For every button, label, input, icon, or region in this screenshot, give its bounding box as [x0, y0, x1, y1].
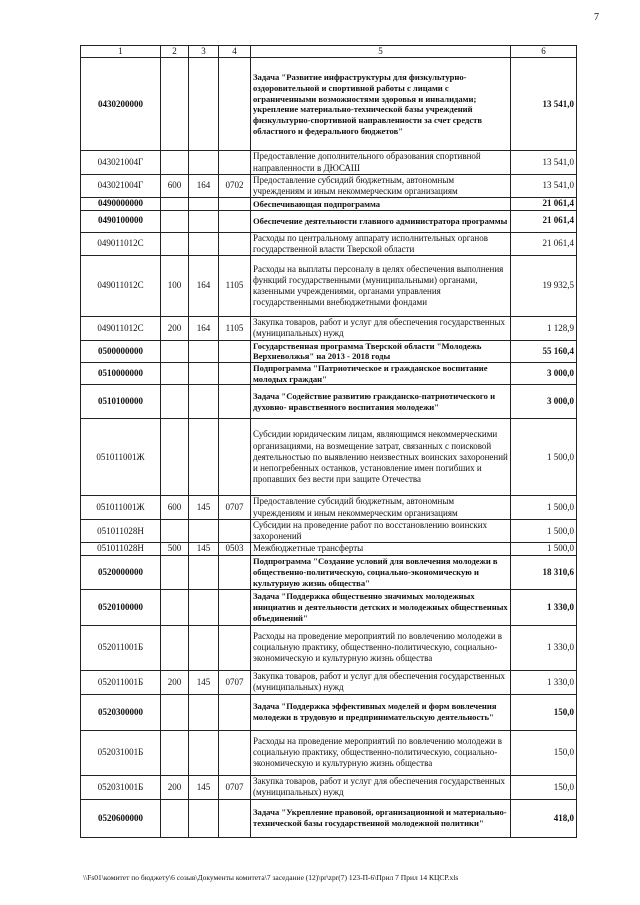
cell-code: 052011001Б [81, 625, 161, 670]
cell-code: 049011012С [81, 317, 161, 341]
cell-col3 [189, 519, 219, 543]
cell-code: 0520600000 [81, 799, 161, 837]
column-header-code: 1 [81, 46, 161, 58]
table-row [81, 362, 577, 384]
cell-col3 [189, 694, 219, 730]
cell-col4 [219, 362, 251, 384]
cell-code: 052031001Б [81, 730, 161, 775]
budget-table [80, 45, 577, 838]
cell-amount: 1 500,0 [511, 419, 577, 496]
cell-code: 0520000000 [81, 555, 161, 589]
table-header-row [81, 46, 577, 58]
cell-code: 0490000000 [81, 198, 161, 210]
table-row [81, 730, 577, 775]
cell-name: Задача "Укрепление правовой, организационной и материально-технической базы государственной молодежной политики" [251, 799, 511, 837]
cell-col4 [219, 198, 251, 210]
cell-col4: 0707 [219, 670, 251, 694]
cell-code: 0510100000 [81, 385, 161, 419]
cell-col4 [219, 151, 251, 175]
table-row [81, 543, 577, 555]
cell-code: 0520100000 [81, 589, 161, 625]
cell-col3 [189, 232, 219, 256]
cell-name: Задача "Поддержка эффективных моделей и форм вовлечения молодежи в трудовую и предпринимательскую деятельность" [251, 694, 511, 730]
cell-amount: 150,0 [511, 730, 577, 775]
table-row [81, 317, 577, 341]
cell-code: 051011028Н [81, 519, 161, 543]
cell-name: Расходы на выплаты персоналу в целях обеспечения выполнения функций государственными (муниципальными) органами, казенными учреждениями, органами управления государственными внебюджетными фондами [251, 256, 511, 317]
cell-name: Подпрограмма "Патриотическое и гражданское воспитание молодых граждан" [251, 362, 511, 384]
cell-amount: 1 330,0 [511, 670, 577, 694]
cell-col2 [161, 340, 189, 362]
cell-name: Обеспечение деятельности главного администратора программы [251, 210, 511, 232]
cell-amount: 1 500,0 [511, 496, 577, 520]
page-number: 7 [594, 12, 599, 23]
cell-col2 [161, 589, 189, 625]
table-row [81, 232, 577, 256]
cell-col4: 1105 [219, 317, 251, 341]
cell-col3 [189, 625, 219, 670]
cell-col2 [161, 232, 189, 256]
cell-code: 0430200000 [81, 58, 161, 151]
cell-col2: 100 [161, 256, 189, 317]
cell-name: Задача "Содействие развитию гражданско-патриотического и духовно- нравственного воспитания молодежи" [251, 385, 511, 419]
cell-name: Задача "Поддержка общественно значимых молодежных инициатив и деятельности детских и молодежных общественных объединений" [251, 589, 511, 625]
cell-amount: 21 061,4 [511, 210, 577, 232]
cell-code: 049011012С [81, 256, 161, 317]
cell-col2 [161, 625, 189, 670]
cell-amount: 21 061,4 [511, 198, 577, 210]
cell-col3 [189, 799, 219, 837]
cell-col3: 164 [189, 317, 219, 341]
cell-code: 0490100000 [81, 210, 161, 232]
table-row [81, 419, 577, 496]
cell-col2: 600 [161, 174, 189, 198]
cell-col4 [219, 58, 251, 151]
cell-col3 [189, 198, 219, 210]
cell-code: 043021004Г [81, 174, 161, 198]
cell-name: Предоставление дополнительного образования спортивной направленности в ДЮСАШ [251, 151, 511, 175]
cell-code: 051011001Ж [81, 419, 161, 496]
cell-amount: 18 310,6 [511, 555, 577, 589]
cell-col2 [161, 419, 189, 496]
cell-amount: 3 000,0 [511, 362, 577, 384]
cell-col2: 600 [161, 496, 189, 520]
table-row [81, 256, 577, 317]
cell-col4 [219, 210, 251, 232]
cell-name: Предоставление субсидий бюджетным, автономным учреждениям и иным некоммерческим организациям [251, 174, 511, 198]
table-row [81, 555, 577, 589]
cell-col3 [189, 210, 219, 232]
cell-col4 [219, 385, 251, 419]
table-row [81, 151, 577, 175]
cell-col2 [161, 151, 189, 175]
cell-col3: 164 [189, 174, 219, 198]
cell-col4 [219, 340, 251, 362]
cell-amount: 418,0 [511, 799, 577, 837]
cell-code: 051011001Ж [81, 496, 161, 520]
table-row [81, 589, 577, 625]
cell-amount: 150,0 [511, 775, 577, 799]
cell-col3 [189, 340, 219, 362]
cell-col3 [189, 419, 219, 496]
cell-amount: 19 932,5 [511, 256, 577, 317]
cell-amount: 13 541,0 [511, 174, 577, 198]
cell-col3: 145 [189, 775, 219, 799]
cell-col2: 200 [161, 317, 189, 341]
cell-name: Закупка товаров, работ и услуг для обеспечения государственных (муниципальных) нужд [251, 775, 511, 799]
cell-col2: 200 [161, 670, 189, 694]
cell-col4: 0702 [219, 174, 251, 198]
cell-col4 [219, 625, 251, 670]
cell-col4 [219, 799, 251, 837]
cell-col4 [219, 419, 251, 496]
cell-name: Субсидии на проведение работ по восстановлению воинских захоронений [251, 519, 511, 543]
cell-name: Субсидии юридическим лицам, являющимся некоммерческими организациями, на возмещение затрат, связанных с поисковой деятельностью по выявлению неизвестных воинских захоронений и непогребенных останков, установление имен погибших и пропавших без вести при защите Отечества [251, 419, 511, 496]
cell-col4: 0707 [219, 775, 251, 799]
table-row [81, 198, 577, 210]
cell-code: 0500000000 [81, 340, 161, 362]
cell-col4: 0707 [219, 496, 251, 520]
cell-col4 [219, 555, 251, 589]
table-row [81, 670, 577, 694]
cell-col4 [219, 232, 251, 256]
cell-code: 052011001Б [81, 670, 161, 694]
table-row [81, 775, 577, 799]
table-row [81, 694, 577, 730]
cell-col4 [219, 589, 251, 625]
cell-code: 052031001Б [81, 775, 161, 799]
footer-file-path: \\Fs01\комитет по бюджету\6 созыв\Документы комитета\7 заседание (12)\pr\zpr(7) 123-П-6\Прил 7 Прил 14 КЦСР.xls [83, 873, 459, 882]
table-row [81, 340, 577, 362]
cell-col2 [161, 210, 189, 232]
cell-col3 [189, 385, 219, 419]
cell-name: Закупка товаров, работ и услуг для обеспечения государственных (муниципальных) нужд [251, 317, 511, 341]
cell-col2 [161, 799, 189, 837]
cell-name: Закупка товаров, работ и услуг для обеспечения государственных (муниципальных) нужд [251, 670, 511, 694]
cell-col2: 500 [161, 543, 189, 555]
cell-col2 [161, 694, 189, 730]
cell-col2 [161, 58, 189, 151]
cell-amount: 1 500,0 [511, 519, 577, 543]
cell-col3: 164 [189, 256, 219, 317]
table-row [81, 625, 577, 670]
cell-col3 [189, 730, 219, 775]
cell-amount: 13 541,0 [511, 58, 577, 151]
cell-code: 0520300000 [81, 694, 161, 730]
cell-amount: 3 000,0 [511, 385, 577, 419]
table-row [81, 58, 577, 151]
cell-code: 0510000000 [81, 362, 161, 384]
cell-col3 [189, 58, 219, 151]
cell-col4: 0503 [219, 543, 251, 555]
cell-name: Предоставление субсидий бюджетным, автономным учреждениям и иным некоммерческим организациям [251, 496, 511, 520]
column-header-amount: 6 [511, 46, 577, 58]
cell-col2 [161, 362, 189, 384]
cell-code: 049011012С [81, 232, 161, 256]
cell-name: Подпрограмма "Создание условий для вовлечения молодежи в общественно-политическую, социально-экономическую и культурную жизнь общества" [251, 555, 511, 589]
cell-amount: 55 160,4 [511, 340, 577, 362]
table-row [81, 799, 577, 837]
cell-col3 [189, 555, 219, 589]
table-row [81, 385, 577, 419]
table-row [81, 174, 577, 198]
table-row [81, 519, 577, 543]
column-header-3: 3 [189, 46, 219, 58]
cell-amount: 1 330,0 [511, 589, 577, 625]
column-header-name: 5 [251, 46, 511, 58]
cell-col2 [161, 730, 189, 775]
cell-col2 [161, 385, 189, 419]
cell-col3 [189, 589, 219, 625]
cell-col2 [161, 519, 189, 543]
cell-col2: 200 [161, 775, 189, 799]
table-row [81, 496, 577, 520]
cell-name: Расходы на проведение мероприятий по вовлечению молодежи в социальную практику, общественно-политическую, социально-экономическую и культурную жизнь общества [251, 730, 511, 775]
cell-name: Межбюджетные трансферты [251, 543, 511, 555]
cell-col4 [219, 730, 251, 775]
table-row [81, 210, 577, 232]
cell-amount: 150,0 [511, 694, 577, 730]
cell-col4 [219, 694, 251, 730]
cell-amount: 21 061,4 [511, 232, 577, 256]
cell-col3: 145 [189, 496, 219, 520]
cell-amount: 1 330,0 [511, 625, 577, 670]
cell-col3: 145 [189, 670, 219, 694]
column-header-4: 4 [219, 46, 251, 58]
cell-name: Обеспечивающая подпрограмма [251, 198, 511, 210]
cell-code: 043021004Г [81, 151, 161, 175]
cell-name: Расходы по центральному аппарату исполнительных органов государственной власти Тверской области [251, 232, 511, 256]
cell-col4: 1105 [219, 256, 251, 317]
cell-code: 051011028Н [81, 543, 161, 555]
cell-name: Расходы на проведение мероприятий по вовлечению молодежи в социальную практику, общественно-политическую, социально-экономическую и культурную жизнь общества [251, 625, 511, 670]
cell-col4 [219, 519, 251, 543]
cell-col2 [161, 555, 189, 589]
cell-amount: 1 500,0 [511, 543, 577, 555]
cell-col3 [189, 151, 219, 175]
cell-col3 [189, 362, 219, 384]
column-header-2: 2 [161, 46, 189, 58]
cell-name: Задача "Развитие инфраструктуры для физкультурно-оздоровительной и спортивной работы с лицами с ограниченными возможностями здоровья и инвалидами; укрепление материально-технической базы учреждений физкультурно-спортивной направленности за счет средств областного и федерального бюджетов" [251, 58, 511, 151]
cell-col2 [161, 198, 189, 210]
cell-amount: 13 541,0 [511, 151, 577, 175]
cell-amount: 1 128,9 [511, 317, 577, 341]
cell-name: Государственная программа Тверской области "Молодежь Верхневолжья" на 2013 - 2018 годы [251, 340, 511, 362]
cell-col3: 145 [189, 543, 219, 555]
